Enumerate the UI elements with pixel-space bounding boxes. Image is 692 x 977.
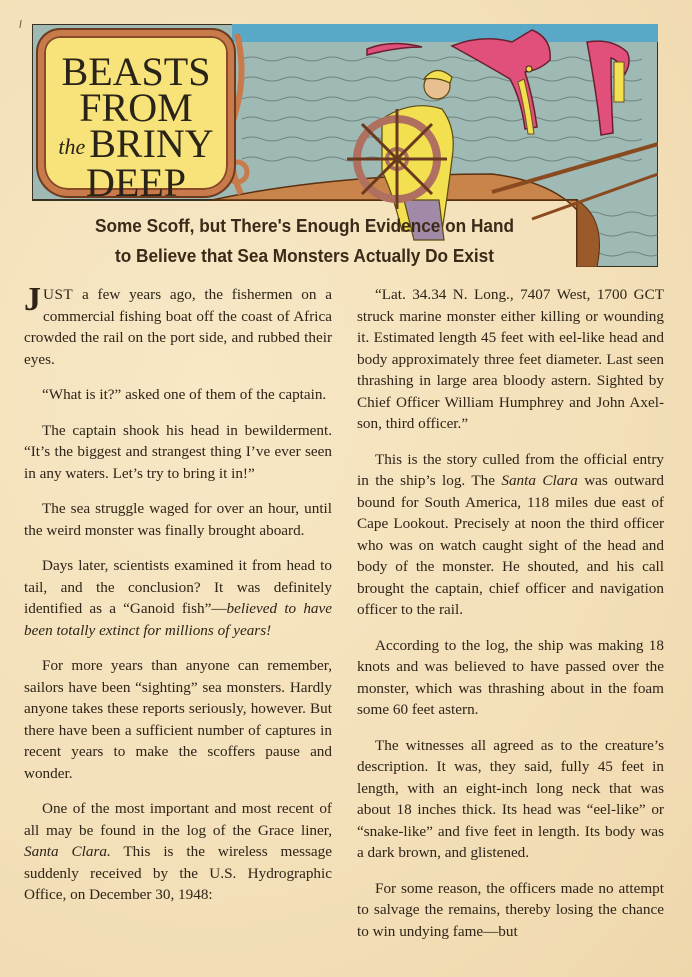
paragraph: “What is it?” asked one of them of the captain. xyxy=(42,386,327,403)
title-line: DEEP xyxy=(86,160,186,205)
paragraph: The captain shook his head in bewilderment. “It’s the biggest and strangest thing I’ve ever seen in any waters. Let’s try to bring it in!” xyxy=(24,421,332,482)
paragraph: The witnesses all agreed as to the creature’s description. It was, they said, fully 45 feet in length, with an eight-inch long neck that was about 18 inches thick. Its head was “eel-like” or “snake-like” and five feet in length. Its body was a dark brown, and glistened. xyxy=(357,736,664,861)
paragraph: “Lat. 34.34 N. Long., 7407 West, 1700 GCT struck marine monster either killing or wounding it. Estimated length 45 feet with eel-like head and body approximately three feet diameter. Last seen thrashing in large area bloody astern. Sighted by Chief Officer William Humphrey and John Axelson, third officer.” xyxy=(357,286,664,432)
paragraph: JUST a few years ago, the fishermen on a commercial fishing boat off the coast of Africa crowded the rail on the port side, and rubbed their eyes. xyxy=(24,281,332,368)
article-column-left xyxy=(24,281,332,920)
paragraph: For some reason, the officers made no attempt to salvage the remains, thereby losing the chance to win undying fame—but xyxy=(357,879,664,940)
subtitle xyxy=(51,211,558,271)
subtitle-line-2: to Believe that Sea Monsters Actually Do Exist xyxy=(115,245,494,266)
title-line: BEASTS xyxy=(61,49,211,94)
paragraph: This is the story culled from the official entry in the ship’s log. The Santa Clara was outward bound for South America, 118 miles due east of Cape Lookout. Precisely at noon the third officer who was on watch caught sight of the head and body of the monster. He shouted, and his call brought the captain, chief officer and navigation officer to the rail. xyxy=(357,450,664,618)
paragraph: For more years than anyone can remember, sailors have been “sighting” sea monsters. Hardly anyone takes these reports seriously, however. But there have been a sufficient number of captures in recent years to make the scoffers pause and wonder. xyxy=(24,657,332,782)
title-line: FROM xyxy=(79,85,193,130)
title-panel xyxy=(38,30,234,205)
paragraph: Days later, scientists examined it from head to tail, and the conclusion? It was definitely identified as a “Ganoid fish”—believed to have been totally extinct for millions of years! xyxy=(24,557,332,639)
paragraph: According to the log, the ship was making 18 knots and was believed to have passed over the monster, which was thrashing about in the foam some 60 feet astern. xyxy=(357,636,664,718)
page-title xyxy=(44,49,228,205)
subtitle-line-1: Some Scoff, but There's Enough Evidence on Hand xyxy=(95,215,514,236)
title-the: the xyxy=(58,134,86,159)
paragraph: The sea struggle waged for over an hour, until the weird monster was finally brought aboard. xyxy=(24,500,332,539)
drop-cap: J xyxy=(24,281,41,318)
article-column-right xyxy=(357,284,664,956)
title-banner xyxy=(32,24,658,267)
title-line: BRINY xyxy=(89,121,214,166)
ship-wheel xyxy=(347,109,447,209)
page-mark xyxy=(19,20,21,28)
paragraph: One of the most important and most recent of all may be found in the log of the Grace liner, Santa Clara. This is the wireless message suddenly received by the U.S. Hydrographic Office, on December 30, 1948: xyxy=(24,800,332,903)
